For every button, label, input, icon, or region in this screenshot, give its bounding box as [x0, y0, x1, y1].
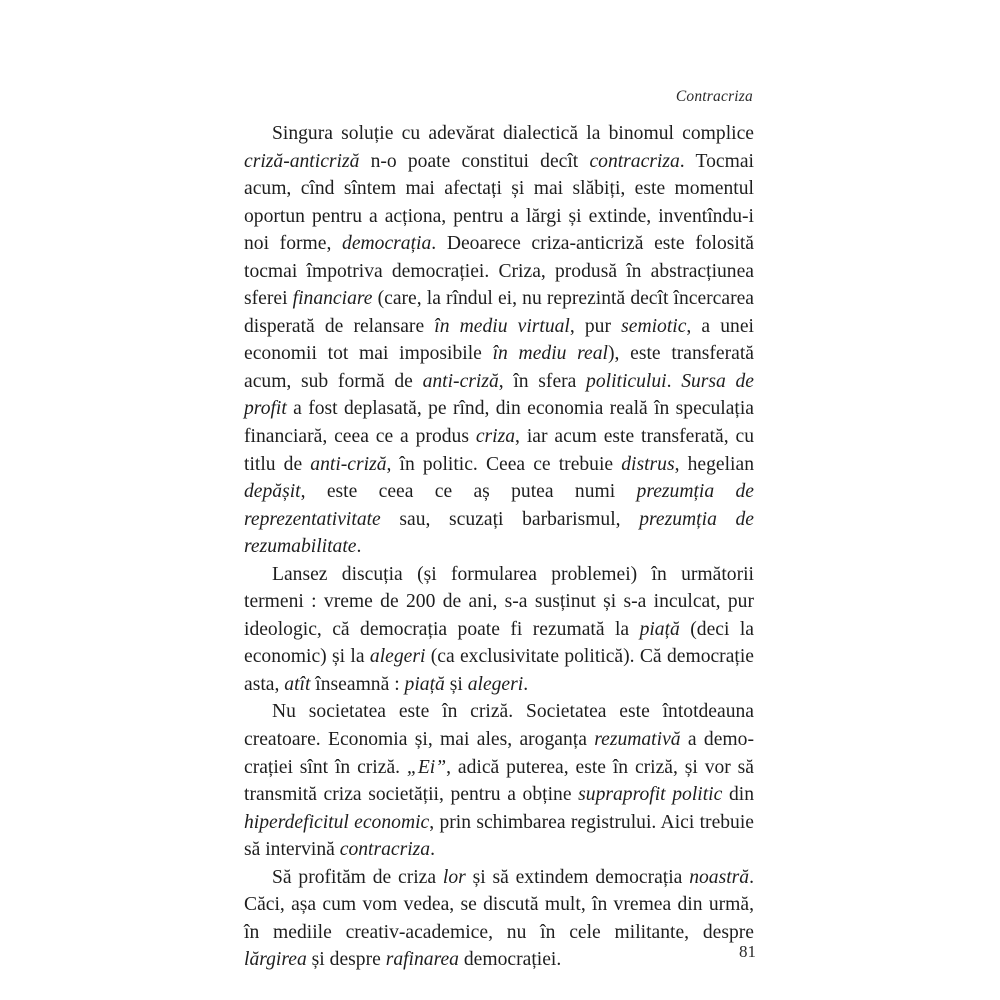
text-run: Lansez discuția (și formularea problemei) în următorii termeni : vreme de 200 de ani, s-a susținut și s-a inculcat, pur ideologic, că democrația poate fi rezumată la: [244, 563, 754, 640]
text-run: sau, scuzați barbarismul,: [380, 508, 640, 530]
text-run: și să extindem democrația: [465, 866, 690, 888]
paragraph: [244, 561, 754, 699]
text-run: .: [666, 370, 682, 392]
paragraph: [244, 698, 754, 863]
text-run: a fost deplasată, pe rînd, din economia reală în speculația financiară, ceea ce a produs: [244, 398, 754, 448]
text-run: din: [722, 784, 755, 806]
text-run: n-o poate constitui decît: [359, 150, 590, 172]
italic-run: depășit: [244, 481, 301, 503]
text-run: . Căci, așa cum vom vedea, se discută mult, în vremea din urmă, în mediile creativ-academice, nu în cele militante, despre: [244, 866, 754, 943]
italic-run: financiare: [292, 288, 373, 310]
text-run: , hegelian: [674, 453, 754, 475]
italic-run: criză-anticriză: [244, 150, 360, 172]
italic-run: Sursa de profit: [244, 370, 755, 420]
italic-run: prezumția de rezumabilitate: [244, 508, 754, 558]
text-run: și: [444, 673, 468, 695]
italic-run: în mediu virtual: [434, 315, 570, 337]
italic-run: „Ei”: [406, 756, 447, 778]
paragraph: [244, 120, 754, 561]
text-run: .: [523, 673, 529, 695]
text-run: Nu societatea este în criză. Societatea este întotdeauna creatoare. Economia și, mai ales, aroganța: [244, 701, 754, 751]
text-run: , în politic. Ceea ce trebuie: [386, 453, 622, 475]
italic-run: anti-criză: [422, 370, 499, 392]
italic-run: criza: [475, 426, 516, 448]
text-run: , iar acum este transferată, cu titlu de: [244, 426, 754, 475]
text-run: , prin schimbarea registrului. Aici trebuie să intervină: [244, 811, 754, 861]
italic-run: atît: [284, 673, 311, 695]
italic-run: politicului: [586, 370, 667, 392]
text-run: Să profităm de criza: [272, 866, 443, 888]
text-run: ), este transferată acum, sub formă de: [244, 343, 754, 392]
text-run: . Deoarece criza-anticriză este folosită tocmai împotriva democrației. Criza, produsă în abstracțiunea sferei: [244, 233, 754, 310]
text-run: .: [430, 839, 436, 861]
text-run: , în sfera: [498, 370, 587, 392]
text-run: , este ceea ce aș putea numi: [300, 481, 637, 503]
text-run: (ca exclusivitate politică). Că democrație asta,: [244, 646, 754, 695]
italic-run: rafinarea: [385, 949, 459, 971]
text-run: , a unei economii tot mai imposibile: [244, 315, 754, 365]
italic-run: alegeri: [467, 673, 524, 695]
paragraph: [244, 864, 754, 974]
italic-run: semiotic: [621, 315, 687, 337]
text-run: (deci la economic) și la: [244, 618, 754, 668]
text-run: democrației.: [458, 949, 562, 971]
italic-run: supraprofit politic: [578, 784, 723, 806]
body-text: [244, 120, 754, 974]
italic-run: în mediu real: [492, 343, 608, 365]
italic-run: piață: [404, 673, 445, 695]
running-head: Contracriza: [675, 88, 753, 105]
italic-run: contracriza: [339, 839, 431, 861]
italic-run: lărgirea: [244, 949, 307, 971]
italic-run: alegeri: [369, 646, 426, 668]
italic-run: hiperdeficitul economic: [244, 811, 430, 833]
italic-run: piață: [639, 618, 680, 640]
text-run: , adică puterea, este în criză, și vor să transmită criza societății, pentru a obține: [244, 756, 754, 806]
italic-run: noastră: [689, 866, 750, 888]
text-run: .: [356, 536, 362, 558]
italic-run: lor: [442, 866, 466, 888]
italic-run: distrus: [621, 453, 675, 475]
text-run: (care, la rîndul ei, nu reprezintă decît încercarea disperată de relansare: [244, 288, 754, 337]
italic-run: rezumativă: [594, 729, 681, 751]
text-run: , pur: [569, 315, 622, 337]
italic-run: anti-criză: [310, 453, 387, 475]
italic-run: contracriza: [589, 150, 680, 172]
text-run: Singura soluție cu adevărat dialectică la binomul complice: [272, 123, 754, 144]
text-run: înseamnă :: [310, 673, 405, 695]
text-run: a democrației sînt în criză.: [244, 729, 754, 778]
italic-run: democrația: [342, 233, 432, 255]
text-run: . Tocmai acum, cînd sîntem mai afectați și mai slăbiți, este momentul oportun pentru a acționa, pentru a lărgi și extinde, inventîndu-i noi forme,: [244, 150, 755, 255]
page-number: 81: [739, 942, 756, 961]
italic-run: prezumția de reprezentativitate: [244, 481, 754, 530]
text-run: și despre: [306, 949, 386, 971]
